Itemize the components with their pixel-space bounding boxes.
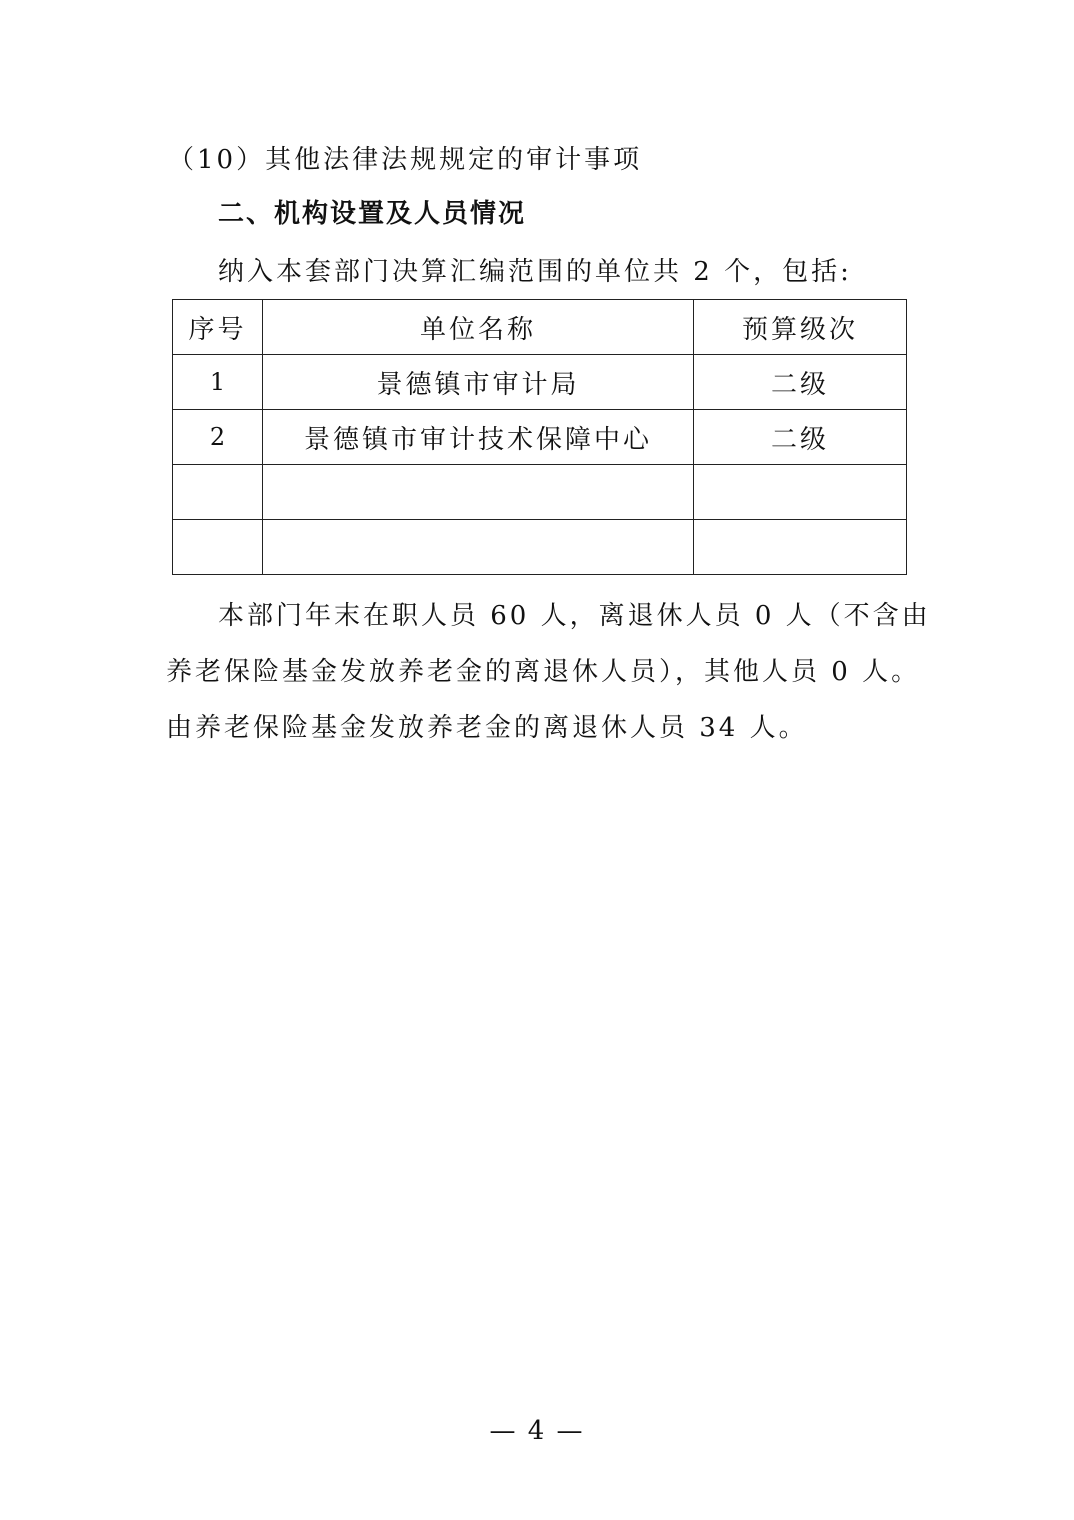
section-heading: 二、机构设置及人员情况: [218, 199, 527, 229]
cell-seq: 1: [173, 355, 263, 410]
list-item-10: （10）其他法律法规规定的审计事项: [168, 145, 643, 175]
table-row: [173, 520, 907, 575]
cell-budget-level: [694, 520, 907, 575]
units-table: [172, 299, 907, 575]
header-seq: 序号: [173, 300, 263, 355]
cell-budget-level: [694, 465, 907, 520]
staff-paragraph-line-1: 本部门年末在职人员 60 人，离退休人员 0 人（不含由: [218, 601, 931, 631]
staff-paragraph-line-3: 由养老保险基金发放养老金的离退休人员 34 人。: [166, 713, 808, 743]
staff-paragraph-line-2: 养老保险基金发放养老金的离退休人员），其他人员 0 人。: [166, 657, 921, 687]
cell-seq: [173, 465, 263, 520]
cell-seq: [173, 520, 263, 575]
cell-unit-name: 景德镇市审计技术保障中心: [263, 410, 694, 465]
table-row: [173, 355, 907, 410]
table-header-row: [173, 300, 907, 355]
cell-unit-name: 景德镇市审计局: [263, 355, 694, 410]
header-unit-name: 单位名称: [263, 300, 694, 355]
table-row: [173, 410, 907, 465]
cell-budget-level: 二级: [694, 410, 907, 465]
page-number: — 4 —: [489, 1416, 585, 1446]
cell-budget-level: 二级: [694, 355, 907, 410]
cell-unit-name: [263, 520, 694, 575]
intro-paragraph: 纳入本套部门决算汇编范围的单位共 2 个，包括:: [218, 257, 852, 287]
cell-unit-name: [263, 465, 694, 520]
table-row: [173, 465, 907, 520]
header-budget-level: 预算级次: [694, 300, 907, 355]
cell-seq: 2: [173, 410, 263, 465]
